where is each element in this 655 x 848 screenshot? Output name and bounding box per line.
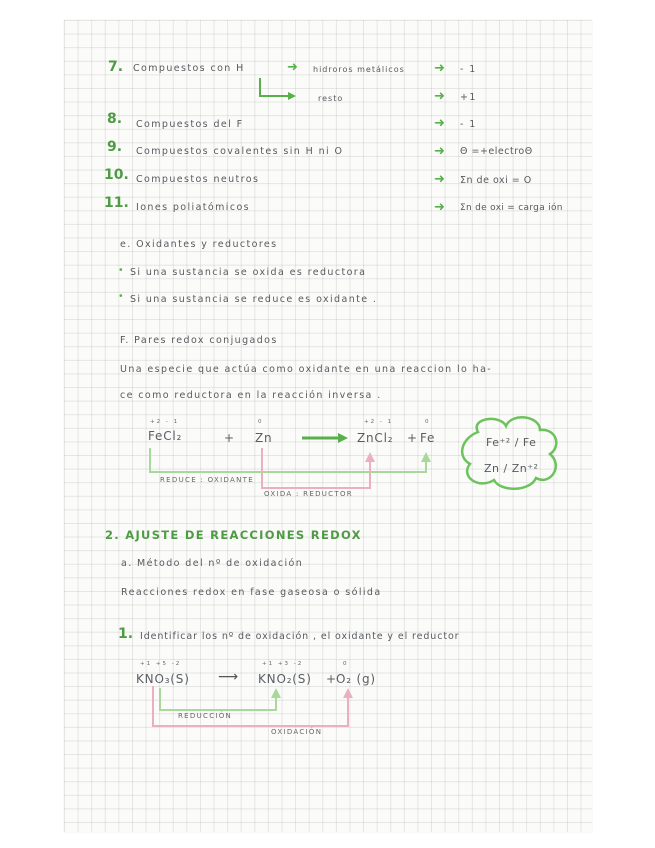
item-9-label: Compuestos covalentes sin H ni O — [136, 146, 344, 157]
section-2a-heading: a. Método del nº de oxidación — [121, 558, 304, 569]
species-fecl2: FeCl₂ — [148, 429, 183, 443]
ox-state-kno3: +1 +5 -2 — [140, 661, 182, 667]
item-7b-value: +1 — [460, 92, 477, 103]
bullet-icon: • — [118, 265, 126, 276]
arrow-icon: ➜ — [434, 144, 445, 159]
ox-state-kno2: +1 +3 -2 — [262, 661, 304, 667]
cloud-line-1: Fe⁺² / Fe — [486, 436, 537, 449]
item-10-label: Compuestos neutros — [136, 174, 260, 185]
section-f-line-2: ce como reductora en la reacción inversa . — [120, 390, 382, 401]
arrow-icon: ➜ — [287, 60, 298, 75]
arrow-icon: ➜ — [434, 116, 445, 131]
species-zn: Zn — [255, 431, 273, 445]
step-1-text: Identificar los nº de oxidación , el oxidante y el reductor — [140, 631, 460, 642]
label-reduce-oxidante: REDUCE : OXIDANTE — [160, 476, 254, 484]
item-8-label: Compuestos del F — [136, 119, 244, 130]
species-kno2: KNO₂(S) — [258, 672, 312, 686]
item-10-value: Σn de oxi = O — [460, 175, 532, 186]
item-number-7: 7. — [108, 59, 124, 75]
arrow-icon: ➜ — [434, 172, 445, 187]
species-o2: O₂ (g) — [336, 672, 376, 686]
item-7b-mid: resto — [318, 94, 344, 103]
step-number-1: 1. — [118, 626, 134, 642]
item-number-11: 11. — [104, 195, 129, 211]
species-kno3: KNO₃(S) — [136, 672, 190, 686]
item-number-10: 10. — [104, 167, 129, 183]
cloud-line-2: Zn / Zn⁺² — [484, 462, 539, 475]
section-e-bullet-1: Si una sustancia se oxida es reductora — [130, 267, 367, 278]
item-8-value: - 1 — [460, 119, 477, 130]
ox-state-o2: 0 — [343, 661, 349, 667]
label-oxidacion: OXIDACIÓN — [271, 728, 323, 736]
ox-state-3: +2 - 1 — [364, 419, 394, 425]
item-number-8: 8. — [107, 111, 123, 127]
plus-sign: + — [224, 431, 235, 445]
arrow-icon: ➜ — [434, 61, 445, 76]
item-number-9: 9. — [107, 139, 123, 155]
label-reduccion: REDUCCIÓN — [178, 712, 233, 720]
item-7-mid: hidroros metálicos — [313, 65, 405, 74]
section-2-title: 2. AJUSTE DE REACCIONES REDOX — [105, 528, 362, 542]
ox-state-1: +2 - 1 — [150, 419, 180, 425]
arrow-icon: ➜ — [434, 89, 445, 104]
section-2a-text: Reacciones redox en fase gaseosa o sólida — [121, 587, 382, 598]
species-fe: Fe — [420, 431, 436, 445]
section-f-heading: F. Pares redox conjugados — [120, 335, 278, 346]
plus-sign: + — [326, 672, 337, 686]
item-11-label: Iones poliatómicos — [136, 202, 251, 213]
section-e-bullet-2: Si una sustancia se reduce es oxidante . — [130, 294, 378, 305]
item-7-value: - 1 — [460, 64, 477, 75]
plus-sign: + — [407, 431, 418, 445]
item-11-value: Σn de oxi = carga ión — [460, 203, 563, 213]
section-e-heading: e. Oxidantes y reductores — [120, 239, 278, 250]
item-7-label: Compuestos con H — [133, 63, 245, 74]
ox-state-4: 0 — [425, 419, 431, 425]
species-zncl2: ZnCl₂ — [357, 431, 394, 445]
bullet-icon: • — [118, 291, 126, 302]
arrow-icon: ➜ — [434, 200, 445, 215]
item-9-value: Θ =+electroΘ — [460, 146, 533, 157]
section-f-line-1: Una especie que actúa como oxidante en una reaccion lo ha- — [120, 364, 493, 375]
reaction-arrow-icon: ⟶ — [218, 669, 240, 685]
ox-state-2: 0 — [258, 419, 264, 425]
label-oxida-reductor: OXIDA : REDUCTOR — [264, 490, 353, 498]
